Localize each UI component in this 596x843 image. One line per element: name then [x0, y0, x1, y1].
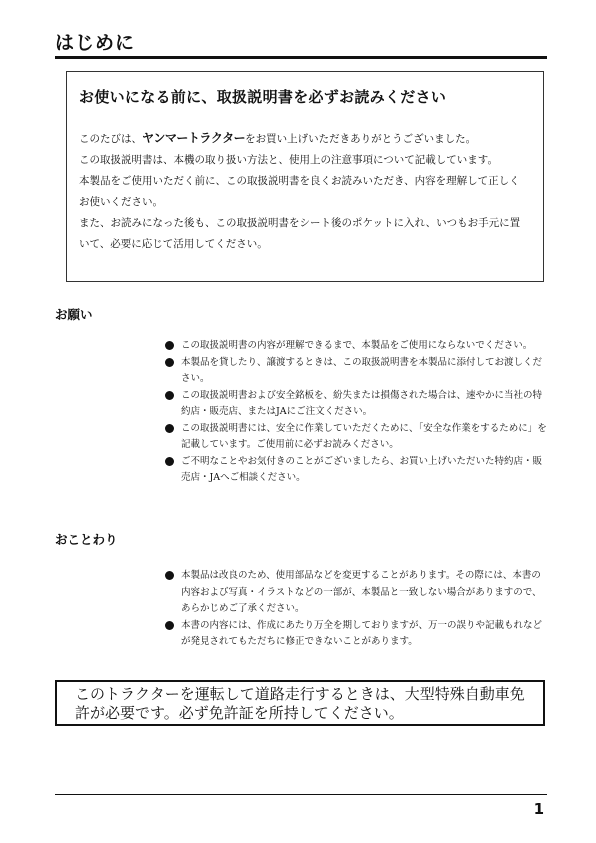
- license-warning-text: このトラクターを運転して道路走行するときは、大型特殊自動車免許が必要です。必ず免許証を所持してください。: [75, 685, 525, 722]
- bullet-icon: [165, 391, 174, 400]
- intro-paragraph-4: また、お読みになった後も、この取扱説明書をシート後のポケットに入れ、いつもお手元に置いて、必要に応じて活用してください。: [79, 217, 521, 250]
- list-item: 本製品は改良のため、使用部品などを変更することがあります。その際には、本書の内容および写真・イラストなどの一部が、本製品と一致しない場合がありますので、あらかじめご了承ください。: [165, 568, 549, 618]
- requests-heading: お願い: [55, 307, 93, 322]
- list-item: この取扱説明書の内容が理解できるまで、本製品をご使用にならないでください。: [165, 338, 549, 355]
- bullet-icon: [165, 457, 174, 466]
- notice-heading: おことわり: [55, 532, 118, 547]
- bullet-icon: [165, 571, 174, 580]
- intro-box: [66, 71, 544, 282]
- brand-name: ヤンマートラクター: [142, 131, 246, 145]
- bullet-icon: [165, 341, 174, 350]
- list-item: この取扱説明書および安全銘板を、紛失または損傷された場合は、速やかに当社の特約店・販売店、またはJAにご注文ください。: [165, 388, 549, 421]
- license-warning-box: [55, 680, 545, 726]
- intro-body: [79, 128, 529, 255]
- footer-divider: [55, 794, 547, 795]
- notice-list: [165, 568, 549, 651]
- list-item: この取扱説明書には、安全に作業していただくために、「安全な作業をするために」を記載しています。ご使用前に必ずお読みください。: [165, 421, 549, 454]
- page-title: はじめに: [55, 32, 136, 54]
- intro-heading: お使いになる前に、取扱説明書を必ずお読みください: [79, 88, 447, 106]
- bullet-icon: [165, 621, 174, 630]
- page-number: 1: [533, 800, 544, 818]
- list-item: 本製品を貸したり、譲渡するときは、この取扱説明書を本製品に添付してお渡しください。: [165, 355, 549, 388]
- intro-paragraph-1: [79, 128, 529, 150]
- intro-paragraph-3: 本製品をご使用いただく前に、この取扱説明書を良くお読みいただき、内容を理解して正しくお使いください。: [79, 175, 520, 208]
- list-item: 本書の内容には、作成にあたり万全を期しておりますが、万一の誤りや記載もれなどが発見されてもただちに修正できないことがあります。: [165, 618, 549, 651]
- intro-line1-suffix: をお買い上げいただきありがとうございました。: [245, 133, 477, 145]
- list-item: ご不明なことやお気付きのことがございましたら、お買い上げいただいた特約店・販売店・JAへご相談ください。: [165, 454, 549, 487]
- title-divider: [55, 56, 547, 59]
- bullet-icon: [165, 358, 174, 367]
- intro-line1-prefix: このたびは、: [79, 133, 142, 145]
- bullet-icon: [165, 424, 174, 433]
- intro-paragraph-2: この取扱説明書は、本機の取り扱い方法と、使用上の注意事項について記載しています。: [79, 154, 498, 166]
- requests-list: [165, 338, 549, 487]
